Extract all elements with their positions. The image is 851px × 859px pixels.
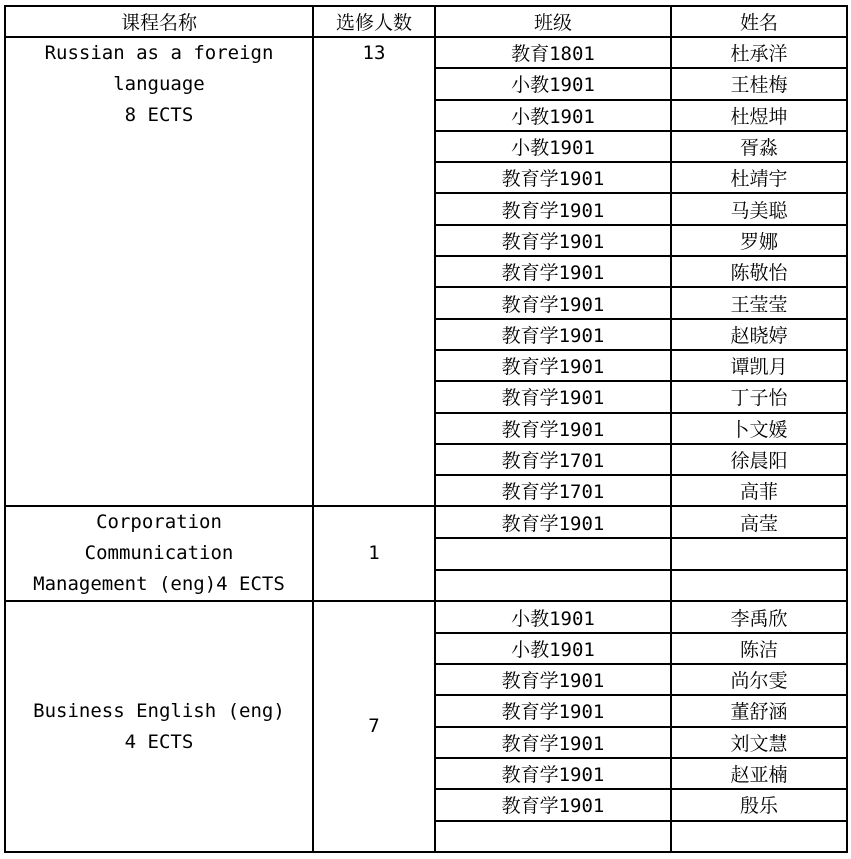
class-cell: 教育1801 bbox=[435, 37, 671, 68]
table-body bbox=[5, 37, 847, 852]
class-cell bbox=[435, 538, 671, 570]
class-cell: 教育学1901 bbox=[435, 758, 671, 789]
course-title-line: Communication bbox=[84, 542, 234, 565]
class-cell: 教育学1901 bbox=[435, 789, 671, 820]
header-count: 选修人数 bbox=[313, 6, 435, 37]
header-row bbox=[5, 6, 847, 37]
header-course: 课程名称 bbox=[5, 6, 313, 37]
table-row bbox=[5, 37, 847, 68]
student-name-cell: 李禹欣 bbox=[671, 601, 847, 632]
header-name: 姓名 bbox=[671, 6, 847, 37]
student-name-cell: 杜煜坤 bbox=[671, 100, 847, 131]
class-cell: 教育学1701 bbox=[435, 444, 671, 475]
course-title-line: Management (eng)4 ECTS bbox=[33, 573, 285, 596]
enrollment-count-cell: 7 bbox=[313, 601, 435, 851]
student-name-cell: 董舒涵 bbox=[671, 695, 847, 726]
class-cell: 教育学1701 bbox=[435, 475, 671, 506]
enrollment-count-cell: 13 bbox=[313, 37, 435, 506]
class-cell: 教育学1901 bbox=[435, 695, 671, 726]
student-name-cell: 陈敬怡 bbox=[671, 256, 847, 287]
student-name-cell: 高莹 bbox=[671, 506, 847, 538]
enrollment-table bbox=[4, 5, 848, 853]
course-title-line: Corporation bbox=[96, 511, 222, 534]
student-name-cell: 殷乐 bbox=[671, 789, 847, 820]
class-cell: 小教1901 bbox=[435, 633, 671, 664]
class-cell: 教育学1901 bbox=[435, 413, 671, 444]
student-name-cell: 罗娜 bbox=[671, 225, 847, 256]
student-name-cell bbox=[671, 821, 847, 852]
class-cell: 小教1901 bbox=[435, 100, 671, 131]
student-name-cell: 刘文慧 bbox=[671, 727, 847, 758]
class-cell: 小教1901 bbox=[435, 68, 671, 99]
class-cell: 教育学1901 bbox=[435, 664, 671, 695]
class-cell: 教育学1901 bbox=[435, 319, 671, 350]
class-cell: 教育学1901 bbox=[435, 162, 671, 193]
class-cell: 小教1901 bbox=[435, 131, 671, 162]
student-name-cell: 马美聪 bbox=[671, 193, 847, 224]
header-class: 班级 bbox=[435, 6, 671, 37]
student-name-cell: 杜靖宇 bbox=[671, 162, 847, 193]
student-name-cell: 王桂梅 bbox=[671, 68, 847, 99]
class-cell bbox=[435, 570, 671, 602]
course-title-cell bbox=[5, 506, 313, 601]
class-cell: 教育学1901 bbox=[435, 225, 671, 256]
course-title-line: Business English (eng) bbox=[33, 699, 285, 722]
table-row bbox=[5, 601, 847, 632]
student-name-cell: 赵亚楠 bbox=[671, 758, 847, 789]
student-name-cell bbox=[671, 570, 847, 602]
student-name-cell bbox=[671, 538, 847, 570]
enrollment-count-cell: 1 bbox=[313, 506, 435, 601]
class-cell bbox=[435, 821, 671, 852]
class-cell: 教育学1901 bbox=[435, 727, 671, 758]
class-cell: 教育学1901 bbox=[435, 350, 671, 381]
course-title-line: 8 ECTS bbox=[124, 104, 194, 126]
course-title-cell bbox=[5, 37, 313, 506]
student-name-cell: 陈洁 bbox=[671, 633, 847, 664]
course-title-line: language bbox=[113, 73, 205, 95]
student-name-cell: 杜承洋 bbox=[671, 37, 847, 68]
student-name-cell: 卜文媛 bbox=[671, 413, 847, 444]
class-cell: 教育学1901 bbox=[435, 506, 671, 538]
student-name-cell: 丁子怡 bbox=[671, 381, 847, 412]
student-name-cell: 谭凯月 bbox=[671, 350, 847, 381]
course-title-line: Russian as a foreign bbox=[44, 42, 274, 64]
student-name-cell: 尚尔雯 bbox=[671, 664, 847, 695]
table-row bbox=[5, 506, 847, 538]
student-name-cell: 徐晨阳 bbox=[671, 444, 847, 475]
course-title-cell bbox=[5, 601, 313, 851]
class-cell: 教育学1901 bbox=[435, 256, 671, 287]
course-title-line: 4 ECTS bbox=[124, 730, 194, 753]
student-name-cell: 高菲 bbox=[671, 475, 847, 506]
student-name-cell: 王莹莹 bbox=[671, 287, 847, 318]
class-cell: 教育学1901 bbox=[435, 193, 671, 224]
student-name-cell: 胥淼 bbox=[671, 131, 847, 162]
class-cell: 教育学1901 bbox=[435, 381, 671, 412]
student-name-cell: 赵晓婷 bbox=[671, 319, 847, 350]
class-cell: 小教1901 bbox=[435, 601, 671, 632]
class-cell: 教育学1901 bbox=[435, 287, 671, 318]
